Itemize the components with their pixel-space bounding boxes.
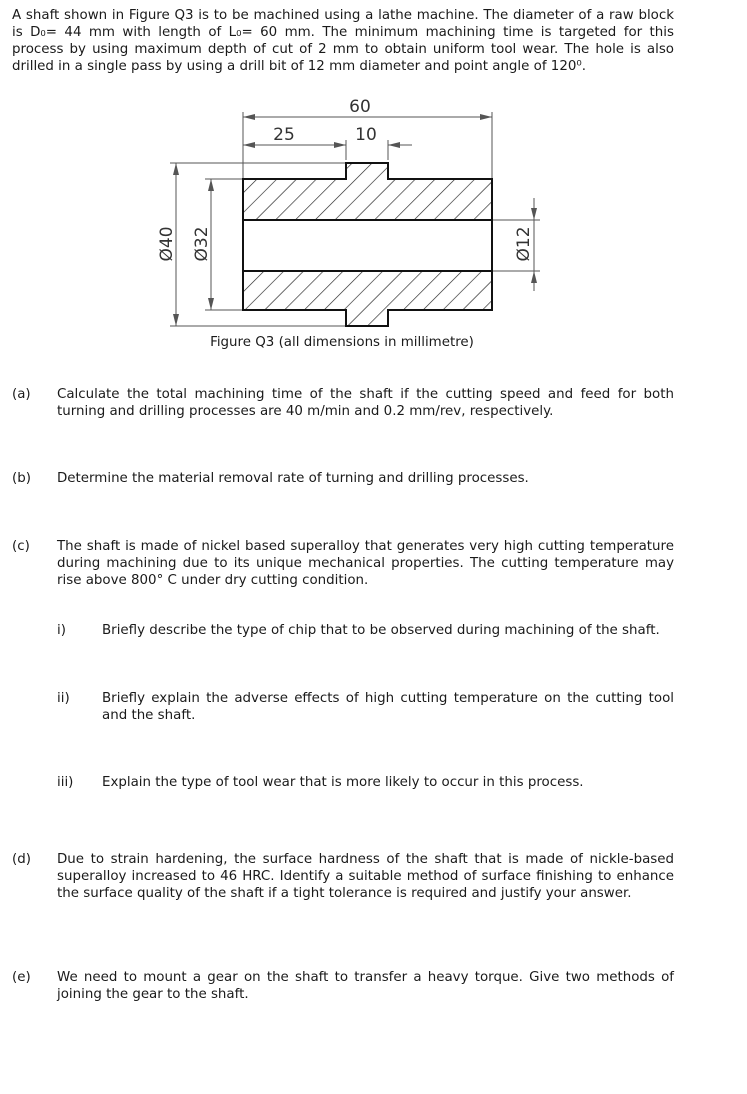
subquestion-label: iii) xyxy=(57,775,74,790)
question-label: (c) xyxy=(12,539,30,554)
question-text: Determine the material removal rate of turning and drilling processes. xyxy=(57,471,529,486)
figure-caption: Figure Q3 (all dimensions in millimetre) xyxy=(210,335,474,350)
dim-10: 10 xyxy=(355,125,377,145)
subquestion-iii xyxy=(57,774,674,791)
subquestion-ii xyxy=(57,690,674,724)
shaft-upper-section xyxy=(243,163,492,220)
subquestion-i xyxy=(57,622,674,639)
subquestion-text: Briefly describe the type of chip that to be observed during machining of the shaft. xyxy=(102,623,660,638)
shaft-drawing xyxy=(140,92,560,332)
question-e xyxy=(12,969,674,1003)
question-text: We need to mount a gear on the shaft to transfer a heavy torque. Give two methods of joining the gear to the shaft. xyxy=(57,970,674,1002)
question-d xyxy=(12,851,674,902)
dim-dia-40: Ø40 xyxy=(157,226,177,262)
dim-dia-32: Ø32 xyxy=(192,226,212,262)
dim-dia-12: Ø12 xyxy=(514,226,534,262)
subquestion-label: ii) xyxy=(57,691,70,706)
dim-60: 60 xyxy=(349,97,371,117)
question-text: Calculate the total machining time of the shaft if the cutting speed and feed for both turning and drilling processes are 40 m/min and 0.2 mm/rev, respectively. xyxy=(57,387,674,419)
subquestion-label: i) xyxy=(57,623,66,638)
question-a xyxy=(12,386,674,420)
question-text: The shaft is made of nickel based superalloy that generates very high cutting temperature during machining due to its unique mechanical properties. The cutting temperature may rise above 800° C under dry cutting condition. xyxy=(57,539,674,588)
question-label: (a) xyxy=(12,387,31,402)
question-b xyxy=(12,470,674,487)
subquestion-text: Briefly explain the adverse effects of high cutting temperature on the cutting tool and the shaft. xyxy=(102,691,674,723)
bore-hole xyxy=(243,220,492,271)
question-c xyxy=(12,538,674,589)
question-label: (d) xyxy=(12,852,31,867)
dim-25: 25 xyxy=(273,125,295,145)
shaft-lower-section xyxy=(243,271,492,326)
problem-statement: A shaft shown in Figure Q3 is to be machined using a lathe machine. The diameter of a raw block is D₀= 44 mm with length of L₀= 60 mm. The minimum machining time is targeted for this process by using maximum depth of cut of 2 mm to obtain uniform tool wear. The hole is also drilled in a single pass by using a drill bit of 12 mm diameter and point angle of 120⁰. xyxy=(12,8,674,74)
subquestion-text: Explain the type of tool wear that is more likely to occur in this process. xyxy=(102,775,584,790)
question-label: (b) xyxy=(12,471,31,486)
question-text: Due to strain hardening, the surface hardness of the shaft that is made of nickle-based superalloy increased to 46 HRC. Identify a suitable method of surface finishing to enhance the surface quality of the shaft if a tight tolerance is required and justify your answer. xyxy=(57,852,674,901)
question-label: (e) xyxy=(12,970,31,985)
